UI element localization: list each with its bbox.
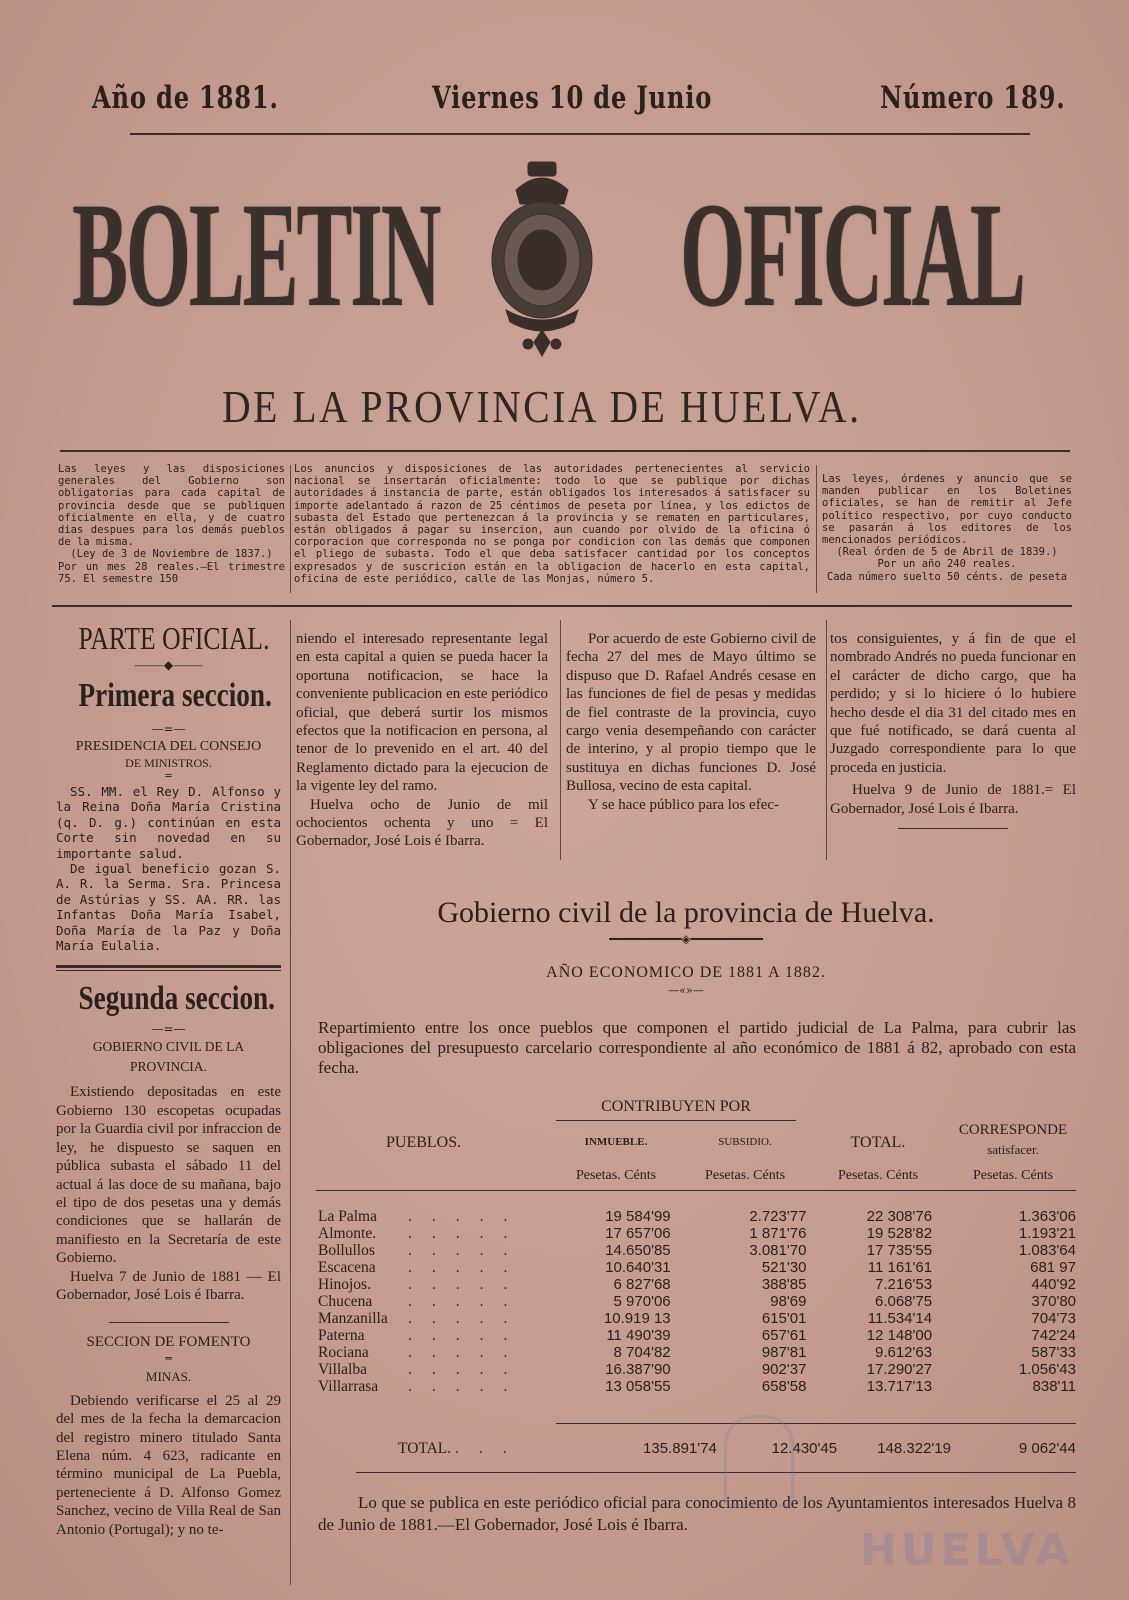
col4-p1-sign: Huelva 9 de Junio de 1881.= El Gobernador, José Lois é Ibarra. bbox=[830, 782, 1076, 817]
cell-total: 13.717'13 bbox=[866, 1378, 933, 1395]
contribuyen-heading: CONTRIBUYEN POR bbox=[601, 1098, 751, 1115]
cell-subsidio: 657'61 bbox=[761, 1327, 807, 1344]
ornament-5: ═ bbox=[165, 1351, 172, 1365]
column-3 bbox=[566, 630, 816, 814]
table-row bbox=[318, 1327, 1076, 1344]
cell-pueblo bbox=[318, 1208, 559, 1225]
segunda-seccion-title: Segunda seccion. bbox=[78, 980, 275, 1018]
cell-total: 12 148'00 bbox=[866, 1327, 933, 1344]
column-1 bbox=[56, 618, 281, 1539]
cell-pueblo bbox=[318, 1361, 559, 1378]
pueblo-name: Villarrasa bbox=[318, 1378, 379, 1395]
table-row bbox=[318, 1208, 1076, 1225]
cell-pueblo bbox=[318, 1344, 559, 1361]
cell-pueblo bbox=[318, 1378, 559, 1395]
total-corresponde: 9 062'44 bbox=[1018, 1440, 1076, 1457]
parte-oficial-title: PARTE OFICIAL. bbox=[78, 620, 270, 656]
ornament-4: —=— bbox=[151, 1022, 186, 1037]
cell-inmueble: 14.650'85 bbox=[605, 1242, 671, 1259]
cell-corresponde: 1.363'06 bbox=[1018, 1208, 1076, 1225]
notice-right-prices: Por un año 240 reales. bbox=[877, 558, 1017, 571]
header-year: Año de 1881. bbox=[92, 80, 279, 116]
cell-corresponde: 440'92 bbox=[1031, 1276, 1076, 1293]
cell-corresponde: 704'73 bbox=[1031, 1310, 1076, 1327]
table-row bbox=[318, 1293, 1076, 1310]
cell-total: 6.068'75 bbox=[874, 1293, 933, 1310]
col1-p3: Existiendo depositadas en este Gobierno 130 escopetas ocupadas por la Guardia civil por infraccion de ley, he dispuesto se saquen en pública subasta el sábado 11 del actual á las doce de su mañana, bajo el tipo de dos pesetas una y demás condiciones que se hallarán de manifiesto en la Secretaría de este Gobierno. bbox=[56, 1084, 281, 1267]
leader-dots: ..... bbox=[408, 1276, 528, 1293]
cell-subsidio: 658'58 bbox=[761, 1378, 807, 1395]
repartimiento-total-row bbox=[318, 1440, 1076, 1457]
column-divider-2 bbox=[560, 620, 561, 860]
primera-seccion-title: Primera seccion. bbox=[78, 677, 272, 714]
column-divider-1 bbox=[290, 620, 291, 1585]
pueblo-name: La Palma bbox=[318, 1208, 377, 1225]
pueblo-name: Escacena bbox=[318, 1259, 376, 1276]
table-bottom-rule bbox=[356, 1472, 1076, 1473]
ornament-6: ━━━━━━━━━━◈━━━━━━━━━━ bbox=[609, 932, 763, 946]
cell-corresponde: 742'24 bbox=[1031, 1327, 1076, 1344]
table-row bbox=[318, 1310, 1076, 1327]
masthead-subtitle: DE LA PROVINCIA DE HUELVA. bbox=[222, 381, 862, 432]
cell-pueblo bbox=[318, 1293, 559, 1310]
cell-inmueble: 19 584'99 bbox=[605, 1208, 671, 1225]
ornament-3: ═ bbox=[165, 771, 172, 782]
col1-divider bbox=[56, 965, 281, 971]
notice-left-text: Las leyes y las disposiciones generales del Gobierno son obligatorias para cada capital de provincia desde que se publiquen oficialmente en ella, y de cuatro dias despues para los demás pueblos de la misma. bbox=[58, 463, 285, 549]
leader-dots: ..... bbox=[408, 1361, 528, 1378]
leader-dots: ..... bbox=[408, 1208, 528, 1225]
table-row bbox=[318, 1259, 1076, 1276]
cell-subsidio: 521'30 bbox=[761, 1259, 807, 1276]
cell-inmueble: 6 827'68 bbox=[613, 1276, 671, 1293]
masthead-boletin: BOLETIN bbox=[72, 172, 440, 338]
total-inmueble: 135.891'74 bbox=[643, 1440, 717, 1457]
cell-total: 22 308'76 bbox=[866, 1208, 933, 1225]
repartimiento-intro: Repartimiento entre los once pueblos que componen el partido judicial de La Palma, para cubrir las obligaciones del presupuesto carcelario correspondiente al año económico de 1881 á 82, aprobado con esta fecha. bbox=[318, 1018, 1076, 1077]
leader-dots: ..... bbox=[408, 1225, 528, 1242]
cell-pueblo bbox=[318, 1242, 559, 1259]
notice-right bbox=[822, 473, 1072, 583]
masthead-rule bbox=[60, 450, 1070, 452]
cell-total: 11 161'61 bbox=[867, 1259, 933, 1276]
cell-total: 9.612'63 bbox=[874, 1344, 933, 1361]
cell-pueblo bbox=[318, 1225, 559, 1242]
col1-p2: De igual beneficio gozan S. A. R. la Serma. Sra. Princesa de Astúrias y SS. AA. RR. las Infantas Doña María Isabel, Doña María de la Paz y Doña María Eulalia. bbox=[56, 861, 281, 954]
header-date: Viernes 10 de Junio bbox=[432, 80, 713, 116]
header-number: Número 189. bbox=[880, 80, 1066, 116]
unit-total: Pesetas. Cénts bbox=[837, 1168, 919, 1183]
ornament-1: ⸻◆⸻ bbox=[133, 658, 204, 672]
pueblos-heading: PUEBLOS. bbox=[386, 1134, 462, 1151]
huelva-watermark: HUELVA bbox=[860, 1525, 1074, 1576]
header-rule bbox=[130, 133, 1030, 135]
notice-left bbox=[58, 463, 285, 585]
leader-dots: ..... bbox=[408, 1378, 528, 1395]
col1-p3-sign: Huelva 7 de Junio de 1881 — El Gobernador, José Lois é Ibarra. bbox=[56, 1268, 281, 1303]
pueblo-name: Manzanilla bbox=[318, 1310, 388, 1327]
cell-corresponde: 1.056'43 bbox=[1018, 1361, 1076, 1378]
unit-corresponde: Pesetas. Cénts bbox=[972, 1168, 1054, 1183]
column-2 bbox=[296, 630, 548, 851]
cell-inmueble: 10.919 13 bbox=[603, 1310, 671, 1327]
contribuyen-rule bbox=[556, 1120, 796, 1121]
cell-subsidio: 98'69 bbox=[770, 1293, 807, 1310]
ornament-7: —«»— bbox=[668, 984, 704, 997]
leader-dots: ..... bbox=[408, 1310, 528, 1327]
cell-corresponde: 587'33 bbox=[1031, 1344, 1076, 1361]
cell-subsidio: 987'81 bbox=[761, 1344, 807, 1361]
pueblo-name: Paterna bbox=[318, 1327, 365, 1344]
cell-corresponde: 1.083'64 bbox=[1018, 1242, 1076, 1259]
closing-paragraph: Lo que se publica en este periódico oficial para conocimiento de los Ayuntamientos interesados Huelva 8 de Junio de 1881.—El Gobernador, José Lois é Ibarra. bbox=[318, 1493, 1076, 1534]
ornament-2: —=— bbox=[151, 722, 186, 736]
cell-corresponde: 370'80 bbox=[1031, 1293, 1076, 1310]
huelva-stamp-emblem bbox=[724, 1415, 794, 1507]
fomento-heading: SECCION DE FOMENTO bbox=[86, 1334, 251, 1351]
col4-p1: tos consiguientes, y á fin de que el nombrado Andrés no pueda funcionar en el carácter de dicho cargo, que ha perdido; y si lo hiciere ó lo hubiere hecho desde el dia 31 del citado mes en que fué notificado, se dará cuenta al Juzgado correspondiente para lo que proceda en justicia. bbox=[830, 631, 1076, 776]
pueblo-name: Hinojos. bbox=[318, 1276, 371, 1293]
cell-inmueble: 8 704'82 bbox=[613, 1344, 671, 1361]
col1-p4: Debiendo verificarse el 25 al 29 del mes de la fecha la demarcacion del registro minero titulado Santa Elena núm. 4 623, radicante en término municipal de La Puebla, perteneciente á D. Alfonso Gomez Sanchez, vecino de Villa Real de San Antonio (Portugal); y no te- bbox=[56, 1392, 281, 1538]
repartimiento-title: Gobierno civil de la provincia de Huelva. bbox=[437, 896, 935, 929]
repartimiento-table bbox=[318, 1208, 1076, 1395]
table-row bbox=[318, 1242, 1076, 1259]
total-subsidio: 12.430'45 bbox=[771, 1440, 838, 1457]
total-heading: TOTAL. bbox=[850, 1134, 906, 1151]
cell-subsidio: 615'01 bbox=[761, 1310, 807, 1327]
corresponde-heading: CORRESPONDE bbox=[958, 1122, 1068, 1138]
presidencia-heading: PRESIDENCIA DEL CONSEJO bbox=[75, 739, 262, 754]
cell-subsidio: 1 871'76 bbox=[749, 1225, 807, 1242]
cell-inmueble: 11 490'39 bbox=[606, 1327, 671, 1344]
cell-pueblo bbox=[318, 1276, 559, 1293]
satisfacer-heading: satisfacer. bbox=[987, 1142, 1039, 1157]
cell-subsidio: 388'85 bbox=[761, 1276, 807, 1293]
notice-right-text: Las leyes, órdenes y anuncio que se manden publicar en los Boletines oficiales, se han de remitir al Jefe político respectivo, por cuyo conducto se pasarán á los editores de los mencionados periódicos. bbox=[822, 473, 1072, 547]
col2-p1-sign: Huelva ocho de Junio de mil ochocientos ochenta y uno = El Gobernador, José Lois é Ibarra. bbox=[296, 796, 548, 850]
leader-dots: ..... bbox=[408, 1293, 528, 1310]
cell-inmueble: 10.640'31 bbox=[605, 1259, 671, 1276]
masthead-oficial: OFICIAL bbox=[680, 172, 1024, 338]
cell-total: 7.216'53 bbox=[874, 1276, 933, 1293]
cell-corresponde: 681 97 bbox=[1030, 1259, 1076, 1276]
cell-subsidio: 2.723'77 bbox=[749, 1208, 807, 1225]
minas-heading: MINAS. bbox=[145, 1368, 192, 1384]
pueblo-name: Villalba bbox=[318, 1361, 367, 1378]
col2-p1: niendo el interesado representante legal en esta capital a quien se pueda hacer la oportuna notificacion, se hace la conveniente publicacion en este periódico oficial, que deberá surtir los mismos efectos que la notificacion en persona, al tenor de lo prevenido en el art. 40 del Reglamento dictado para la ejecucion de la vigente ley del ramo. bbox=[296, 631, 548, 795]
notice-middle: Los anuncios y disposiciones de las autoridades pertenecientes al servicio nacional se insertarán oficialmente: todo lo que se publique por dichas autoridades á instancia de parte, están obligados los interesados á satisfacer su importe adelantado á razon de 25 céntimos de peseta por línea, y los edictos de subasta del Estado que pertenezcan á la provincia y se rematen en particulares, están obligados á pagar su insercion, aun cuando por olvido de la oficina ó corporacion que corresponda no se ponga por condicion con las demás que componen el pliego de subasta. Todo el que deba satisfacer cantidad por los conceptos expresados y de suscricion están en la obligacion de hacerlo en esta capital, oficina de este periódico, calle de las Monjas, número 5. bbox=[294, 463, 810, 585]
cell-pueblo bbox=[318, 1327, 559, 1344]
notice-left-ref: (Ley de 3 de Noviembre de 1837.) bbox=[70, 548, 273, 561]
cell-subsidio: 3.081'70 bbox=[749, 1242, 807, 1259]
leader-dots: ..... bbox=[408, 1259, 528, 1276]
col1-short-rule bbox=[109, 1322, 229, 1323]
cell-total: 19 528'82 bbox=[866, 1225, 933, 1242]
notice-divider-1 bbox=[290, 465, 291, 593]
cell-corresponde: 838'11 bbox=[1032, 1378, 1076, 1395]
cell-total: 17.290'27 bbox=[866, 1361, 933, 1378]
unit-subsidio: Pesetas. Cénts bbox=[704, 1168, 786, 1183]
leader-dots: ..... bbox=[408, 1242, 528, 1259]
royal-coat-of-arms-icon bbox=[486, 160, 598, 360]
pueblo-name: Rociana bbox=[318, 1344, 369, 1361]
table-row bbox=[318, 1361, 1076, 1378]
notice-divider-2 bbox=[816, 465, 817, 593]
cell-subsidio: 902'37 bbox=[761, 1361, 807, 1378]
table-row bbox=[318, 1378, 1076, 1395]
table-row bbox=[318, 1344, 1076, 1361]
cell-total: 11.534'14 bbox=[867, 1310, 933, 1327]
ministros-heading: DE MINISTROS. bbox=[125, 756, 212, 770]
cell-pueblo bbox=[318, 1259, 559, 1276]
table-total-rule bbox=[556, 1423, 1076, 1424]
cell-inmueble: 17 657'06 bbox=[605, 1225, 671, 1242]
pueblo-name: Chucena bbox=[318, 1293, 373, 1310]
notice-right-ref: (Real órden de 5 de Abril de 1839.) bbox=[836, 546, 1058, 559]
gobierno-heading: GOBIERNO CIVIL DE LA PROVINCIA. bbox=[92, 1039, 245, 1075]
cell-inmueble: 16.387'90 bbox=[605, 1361, 671, 1378]
unit-inmueble: Pesetas. Cénts bbox=[575, 1168, 657, 1183]
total-total: 148.322'19 bbox=[877, 1440, 951, 1457]
notices-rule bbox=[52, 605, 1072, 607]
pueblo-name: Bollullos bbox=[318, 1242, 375, 1259]
cell-inmueble: 5 970'06 bbox=[613, 1293, 671, 1310]
table-header-rule bbox=[316, 1190, 1076, 1191]
table-row bbox=[318, 1276, 1076, 1293]
leader-dots: ..... bbox=[408, 1344, 528, 1361]
subsidio-heading: SUBSIDIO. bbox=[718, 1136, 772, 1148]
inmueble-heading: INMUEBLE. bbox=[584, 1136, 648, 1148]
repartimiento-year: AÑO ECONOMICO DE 1881 A 1882. bbox=[546, 964, 826, 981]
pueblo-name: Almonte. bbox=[318, 1225, 377, 1242]
cell-corresponde: 1.193'21 bbox=[1018, 1225, 1076, 1242]
notice-left-prices: Por un mes 28 reales.—El trimestre 75. El semestre 150 bbox=[58, 560, 285, 585]
notice-right-single: Cada número suelto 50 cénts. de peseta bbox=[826, 570, 1068, 583]
cell-total: 17 735'55 bbox=[866, 1242, 933, 1259]
col1-p1: SS. MM. el Rey D. Alfonso y la Reina Doña María Cristina (q. D. g.) continúan en esta Corte sin novedad en su importante salud. bbox=[56, 784, 281, 861]
leader-dots: ..... bbox=[408, 1327, 528, 1344]
total-label: TOTAL. ... bbox=[398, 1440, 527, 1457]
cell-inmueble: 13 058'55 bbox=[605, 1378, 671, 1395]
column-divider-3 bbox=[826, 620, 827, 860]
col3-p2: Y se hace público para los efec- bbox=[588, 796, 780, 813]
column-4 bbox=[830, 630, 1076, 829]
col4-short-rule bbox=[898, 828, 1008, 829]
cell-pueblo bbox=[318, 1310, 559, 1327]
col3-p1: Por acuerdo de este Gobierno civil de fecha 27 del mes de Mayo último se dispuso que D. Rafael Andrés cesase en las funciones de fiel de pesas y medidas de fiel contraste de la provincia, cuyo cargo venia desempeñando con carácter de interino, y al propio tiempo que le sustituya en dichas funciones D. José Bullosa, vecino de esta capital. bbox=[566, 631, 816, 795]
table-row bbox=[318, 1225, 1076, 1242]
